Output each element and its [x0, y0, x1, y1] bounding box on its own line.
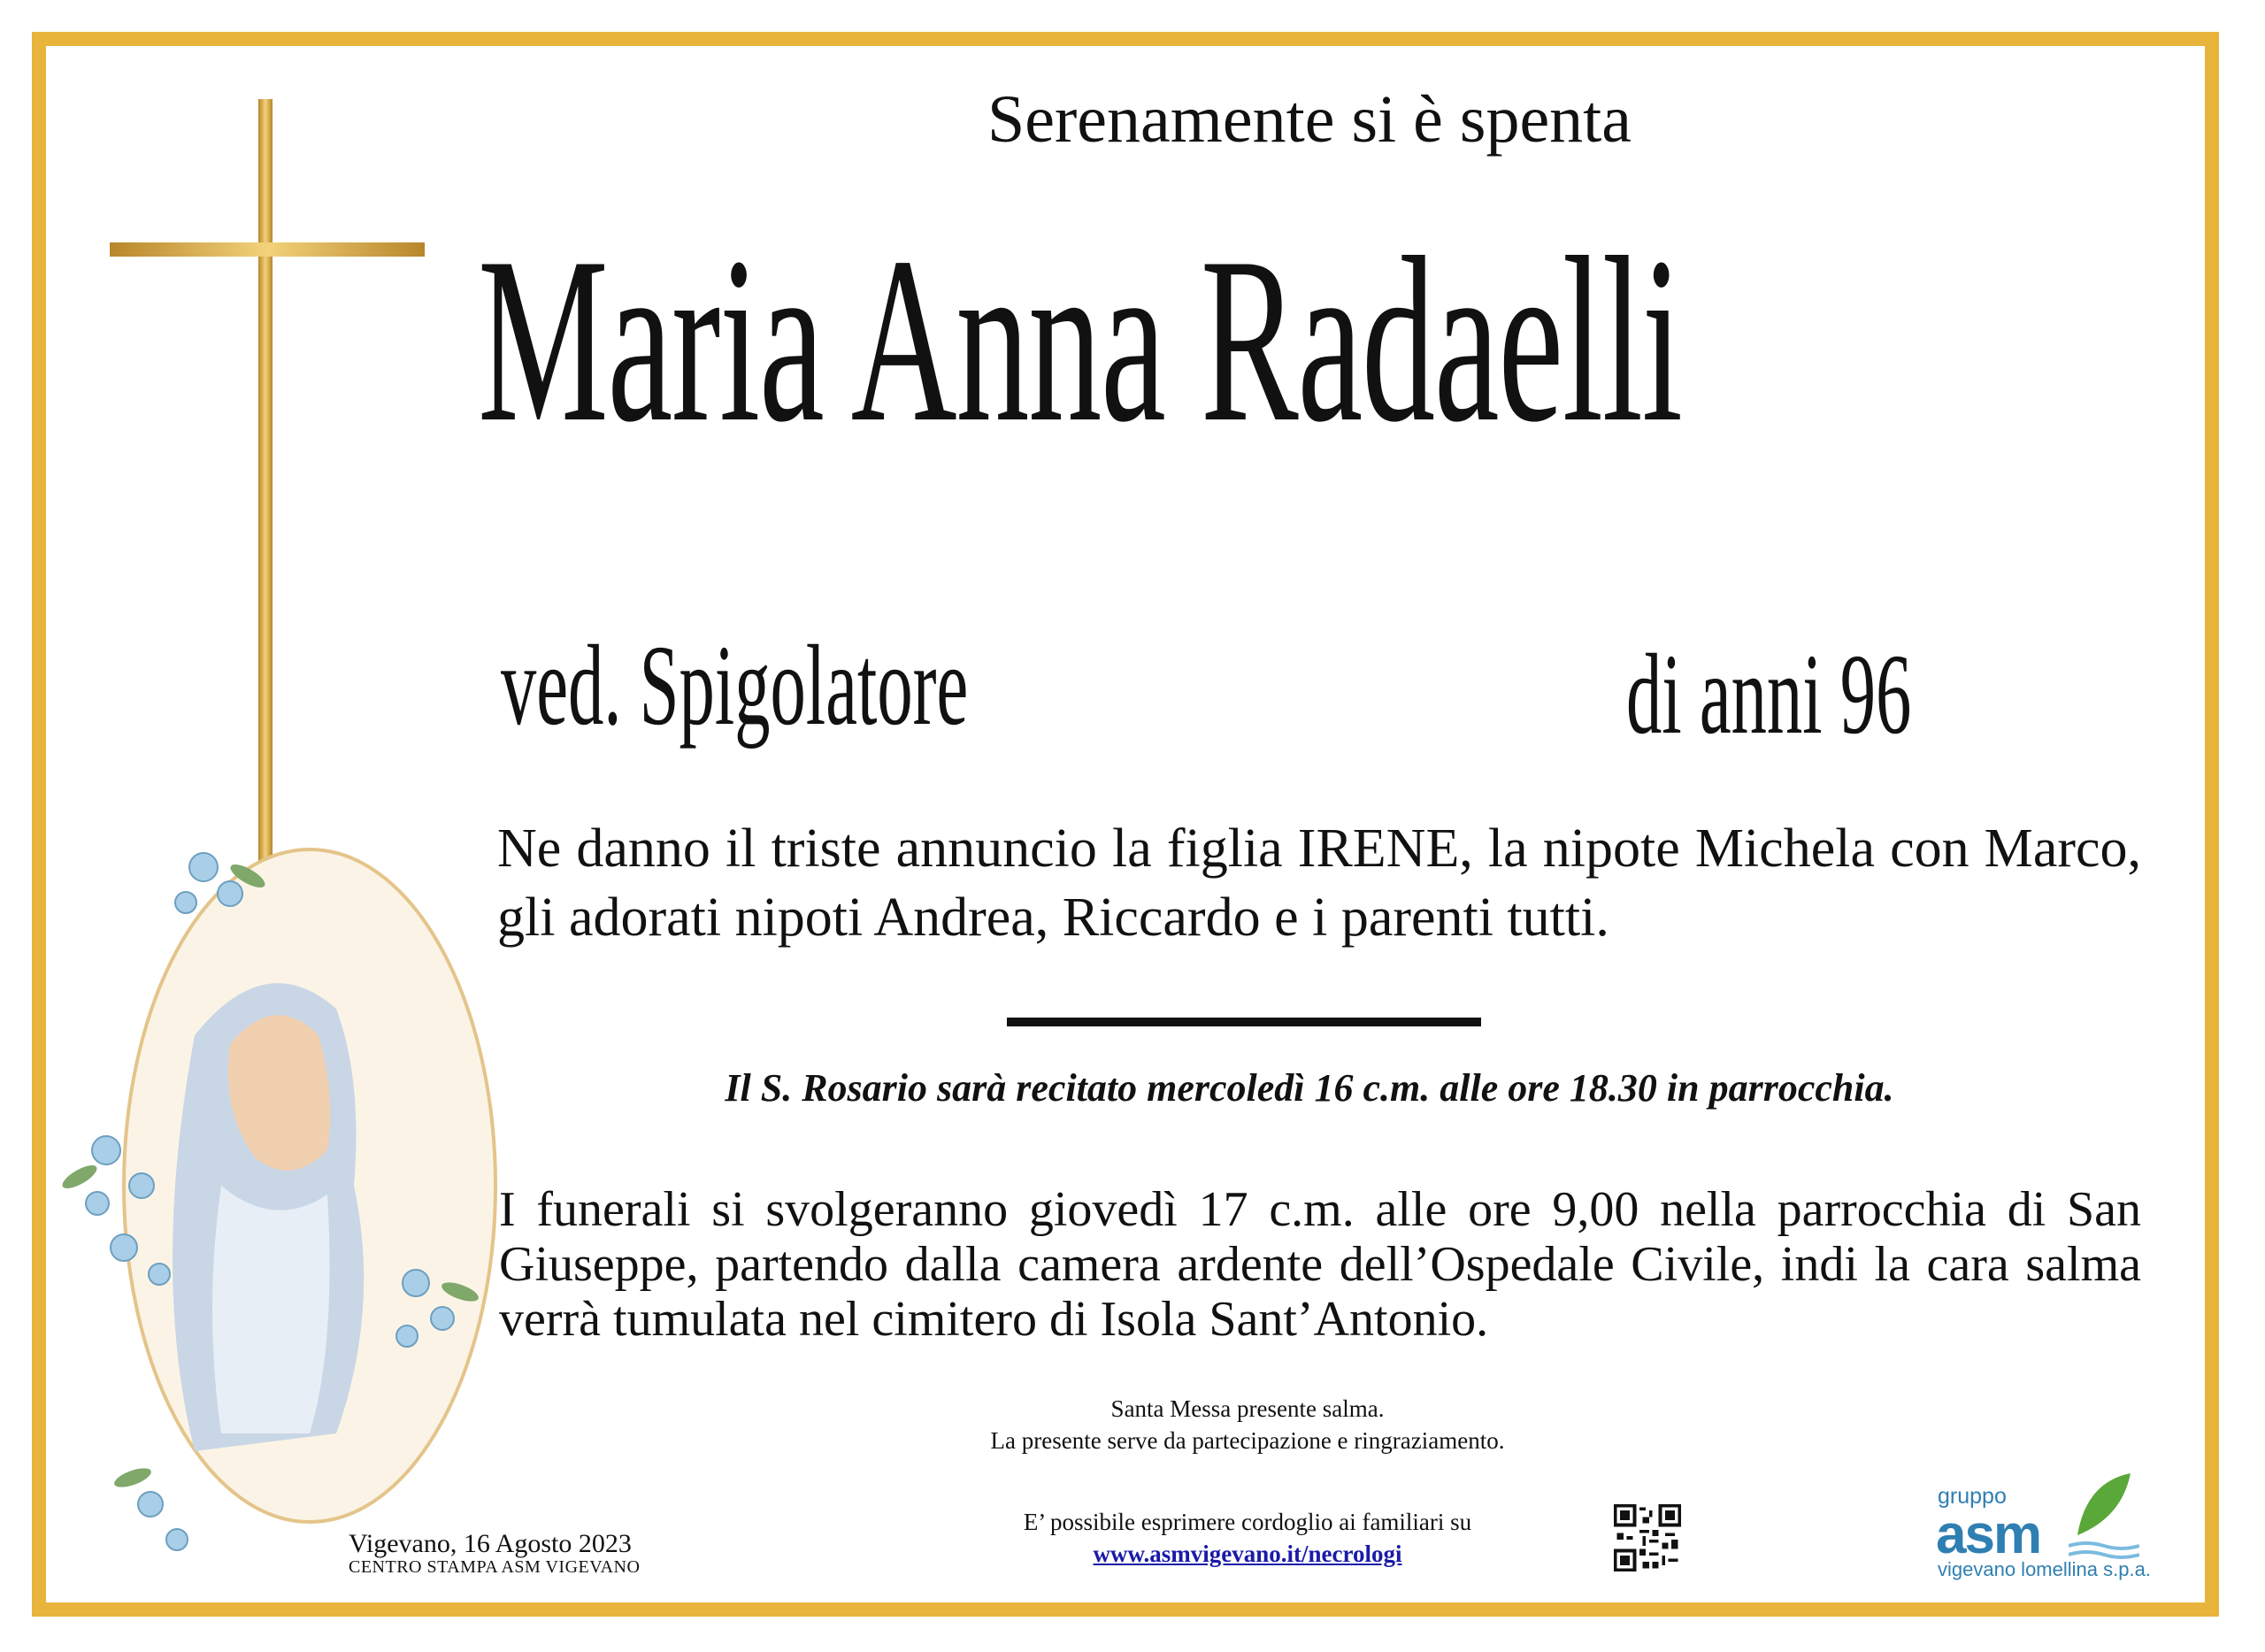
- qr-code-icon[interactable]: [1614, 1504, 1681, 1571]
- rosary-text: Il S. Rosario sarà recitato mercoledì 16 c.m. alle ore 18.30 in parrocchia.: [725, 1066, 1894, 1110]
- age: di anni 96: [1626, 631, 1912, 758]
- print-shop: CENTRO STAMPA ASM VIGEVANO: [349, 1557, 641, 1577]
- headline: Serenamente si è spenta: [987, 82, 1632, 157]
- logo-asm: asm: [1936, 1504, 2041, 1565]
- asm-logo: [1936, 1464, 2151, 1580]
- notes-line-1: Santa Messa presente salma.: [1110, 1395, 1385, 1422]
- divider: [1007, 1018, 1481, 1026]
- place-date: Vigevano, 16 Agosto 2023: [349, 1529, 632, 1558]
- widow-of: ved. Spigolatore: [501, 622, 969, 749]
- leaf-icon: [2069, 1464, 2139, 1562]
- logo-subtitle: vigevano lomellina s.p.a.: [1938, 1558, 2151, 1580]
- condolence-text: E’ possibile esprimere cordoglio ai familiari su: [1023, 1509, 1472, 1535]
- notes: [832, 1393, 1663, 1456]
- madonna-illustration: [44, 814, 540, 1575]
- announcement-text: Ne danno il triste annuncio la figlia IRENE, la nipote Michela con Marco, gli adorati nipoti Andrea, Riccardo e i parenti tutti.: [497, 818, 2141, 948]
- notes-line-2: La presente serve da partecipazione e ringraziamento.: [990, 1427, 1505, 1454]
- deceased-name: Maria Anna Radaelli: [478, 208, 1682, 471]
- cross-icon: [110, 99, 425, 895]
- funeral-text: I funerali si svolgeranno giovedì 17 c.m. alle ore 9,00 nella parrocchia di San Giuseppe, partendo dalla camera ardente dell’Ospedale Civile, indi la cara salma verrà tumulata nel cimitero di Isola Sant’Antonio.: [499, 1182, 2141, 1347]
- condolence-block: [956, 1506, 1539, 1570]
- logo-gruppo: gruppo: [1938, 1484, 2007, 1509]
- website-link[interactable]: www.asmvigevano.it/necrologi: [1093, 1541, 1402, 1567]
